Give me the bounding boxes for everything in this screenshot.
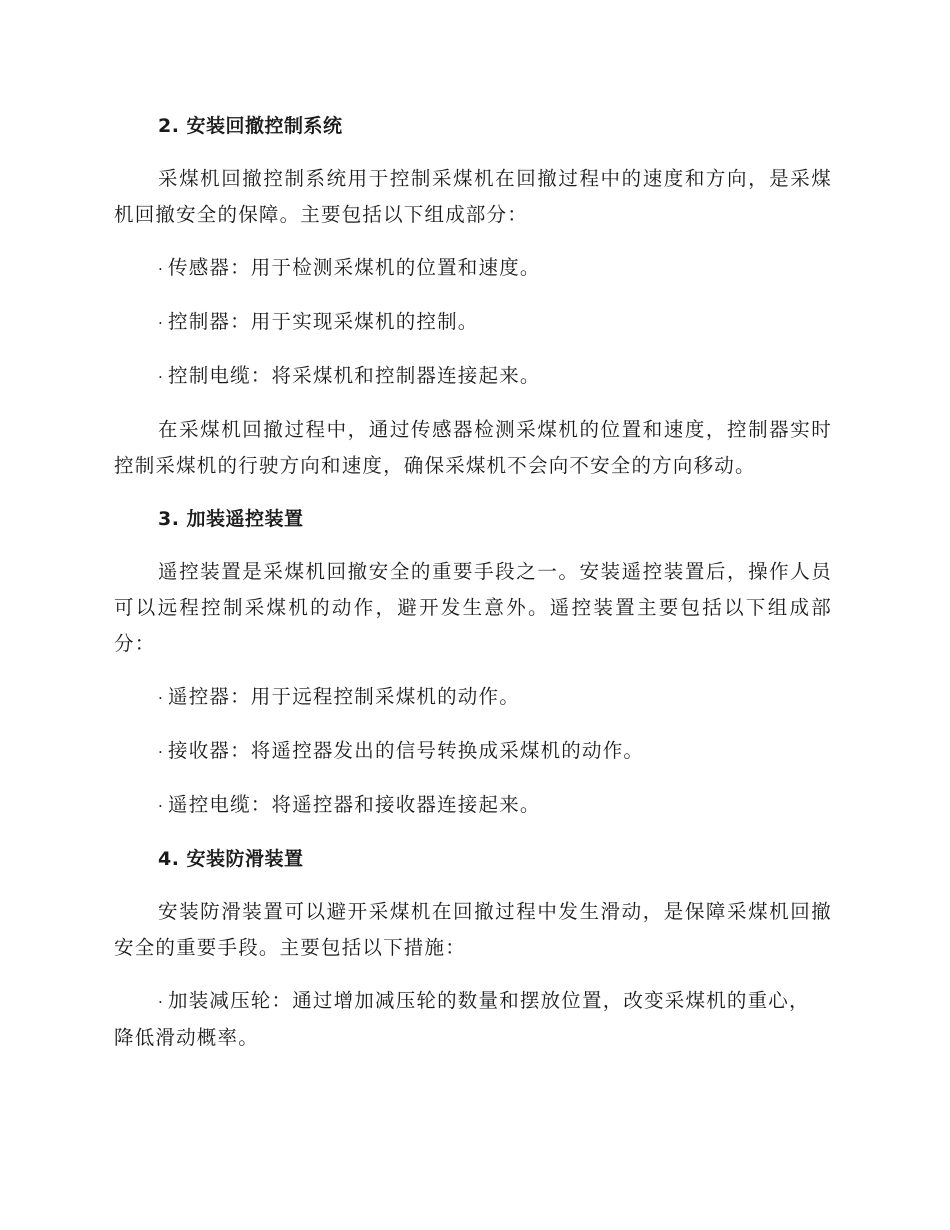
section-2-bullet-3: · 控制电缆：将采煤机和控制器连接起来。: [158, 358, 832, 395]
section-3-bullet-2: · 接收器：将遥控器发出的信号转换成采煤机的动作。: [158, 733, 832, 770]
document-content: [114, 108, 832, 1073]
bullet-dot-icon: ·: [158, 260, 164, 278]
section-4-intro: 安装防滑装置可以避开采煤机在回撤过程中发生滑动，是保障采煤机回撤安全的重要手段。主要包括以下措施：: [114, 900, 832, 959]
section-3-bullet-3: · 遥控电缆：将遥控器和接收器连接起来。: [158, 787, 832, 824]
section-2-intro: 采煤机回撤控制系统用于控制采煤机在回撤过程中的速度和方向，是采煤机回撤安全的保障。主要包括以下组成部分：: [114, 167, 832, 226]
bullet-dot-icon: ·: [158, 743, 164, 761]
section-3-bullet-1: · 遥控器：用于远程控制采煤机的动作。: [158, 679, 832, 716]
section-heading-4: 4. 安装防滑装置: [158, 848, 304, 870]
section-heading-3: 3. 加装遥控装置: [158, 508, 304, 530]
bullet-dot-icon: ·: [158, 797, 164, 815]
bullet-dot-icon: ·: [158, 368, 164, 386]
section-4-bullet-1: · 加装减压轮：通过增加减压轮的数量和摆放位置，改变采煤机的重心，降低滑动概率。: [114, 983, 832, 1056]
bullet-dot-icon: ·: [158, 314, 164, 332]
section-2-outro: 在采煤机回撤过程中，通过传感器检测采煤机的位置和速度，控制器实时控制采煤机的行驶方向和速度，确保采煤机不会向不安全的方向移动。: [114, 418, 832, 477]
bullet-dot-icon: ·: [158, 689, 164, 707]
section-2-bullet-2: · 控制器：用于实现采煤机的控制。: [158, 304, 832, 341]
bullet-dot-icon: ·: [158, 993, 164, 1011]
section-3-intro: 遥控装置是采煤机回撤安全的重要手段之一。安装遥控装置后，操作人员可以远程控制采煤机的动作，避开发生意外。遥控装置主要包括以下组成部分：: [114, 560, 832, 655]
section-2-bullet-1: · 传感器：用于检测采煤机的位置和速度。: [158, 250, 832, 287]
section-heading-2: 2. 安装回撤控制系统: [158, 115, 343, 137]
